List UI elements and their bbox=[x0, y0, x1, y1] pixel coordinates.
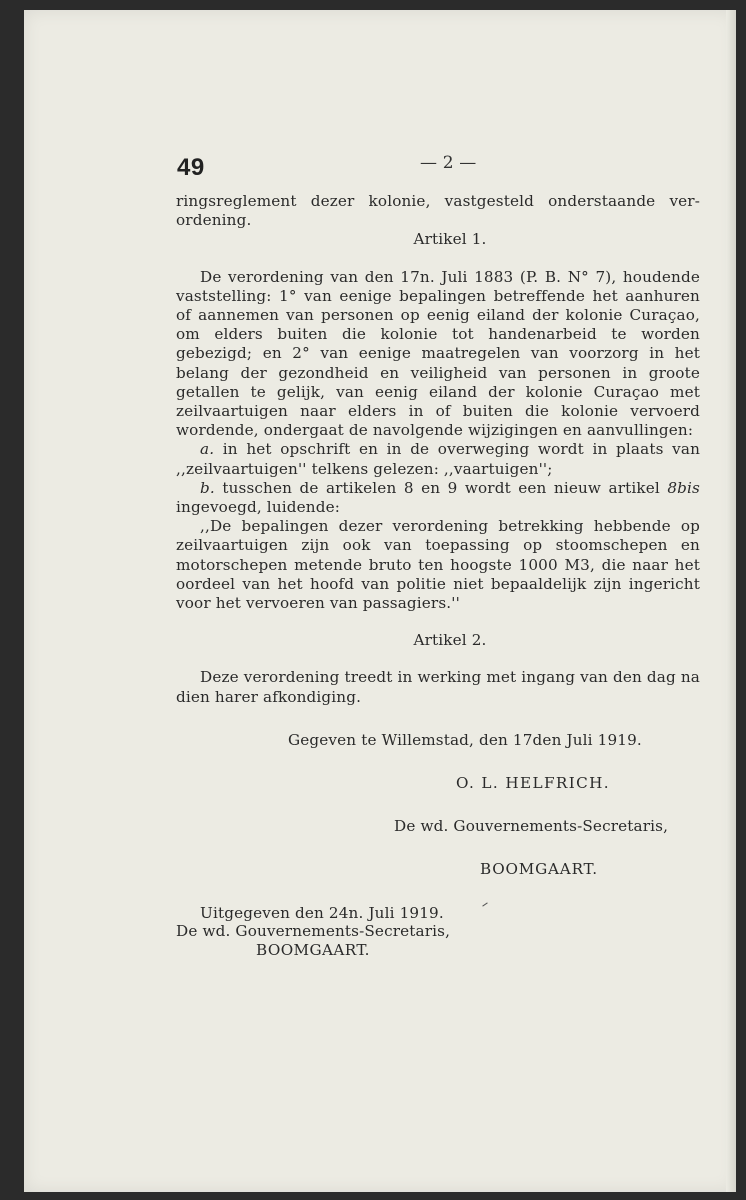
intro-line-2: ordening. bbox=[176, 211, 252, 230]
page-edge-right bbox=[726, 10, 736, 1192]
item-b-italic: 8bis bbox=[667, 478, 700, 497]
page-content bbox=[176, 150, 700, 959]
publication-date: Uitgegeven den 24n. Juli 1919. bbox=[200, 903, 444, 922]
article-2-paragraph: Deze verordening treedt in werking met ingang van den dag na dien harer afkondiging. bbox=[176, 668, 700, 706]
governor-name: O. L. HELFRICH. bbox=[456, 774, 611, 793]
intro-line-1: ringsreglement dezer kolonie, vastgesteld onderstaande ver- bbox=[176, 192, 700, 210]
page-label: — 2 — bbox=[420, 153, 477, 173]
article-1-paragraph: De verordening van den 17n. Juli 1883 (P. B. N° 7), houdende vaststelling: 1° van eenige bepalingen betreffende het aanhuren of aannemen van personen op eenig eiland der kolonie Curaçao, om elders buiten die kolonie tot handenarbeid te worden gebezigd; en 2° van eenige maatregelen van voorzorg in het belang der gezondheid en veiligheid van personen in groote getallen te gelijk, van eenig eiland der kolonie Curaçao met zeilvaartuigen naar elders in of buiten die kolonie vervoerd wordende, ondergaat de navolgende wijzigingen en aanvullingen: bbox=[176, 267, 700, 440]
spacer bbox=[176, 613, 700, 631]
publication-secretary-title: De wd. Gouvernements-Secretaris, bbox=[176, 922, 451, 941]
signature-block bbox=[176, 731, 700, 880]
spacer bbox=[176, 880, 700, 904]
spacer bbox=[176, 650, 700, 668]
item-a-letter: a. bbox=[200, 440, 215, 459]
article-2-heading: Artikel 2. bbox=[413, 631, 487, 650]
page-header bbox=[176, 150, 700, 192]
publication-secretary-name: BOOMGAART. bbox=[256, 940, 370, 959]
publication-block bbox=[176, 904, 700, 960]
item-b-text-1: tusschen de artikelen 8 en 9 wordt een nieuw artikel bbox=[222, 478, 660, 497]
spacer bbox=[176, 836, 700, 860]
item-a-text: in het opschrift en in de overweging wordt in plaats van ,,zeilvaartuigen'' telkens gelezen: ,,vaartuigen''; bbox=[176, 440, 700, 478]
spacer bbox=[176, 793, 700, 817]
item-b-letter: b. bbox=[200, 478, 215, 497]
item-b bbox=[176, 479, 700, 517]
item-b-text-2: ingevoegd, luidende: bbox=[176, 498, 340, 517]
spacer bbox=[176, 707, 700, 731]
quote-paragraph: ,,De bepalingen dezer verordening betrekking hebbende op zeilvaartuigen zijn ook van toepassing op stoomschepen en motorschepen metende bruto ten hoogste 1000 M3, die naar het oordeel van het hoofd van politie niet bepaaldelijk zijn ingericht voor het vervoeren van passagiers.'' bbox=[176, 517, 700, 613]
secretary-name: BOOMGAART. bbox=[480, 860, 598, 879]
given-at: Gegeven te Willemstad, den 17den Juli 1919. bbox=[288, 730, 642, 749]
spacer bbox=[176, 750, 700, 774]
item-a bbox=[176, 440, 700, 478]
article-1-heading: Artikel 1. bbox=[413, 230, 487, 249]
page-number: 49 bbox=[177, 154, 205, 181]
spacer bbox=[176, 250, 700, 268]
secretary-title: De wd. Gouvernements-Secretaris, bbox=[394, 817, 669, 836]
